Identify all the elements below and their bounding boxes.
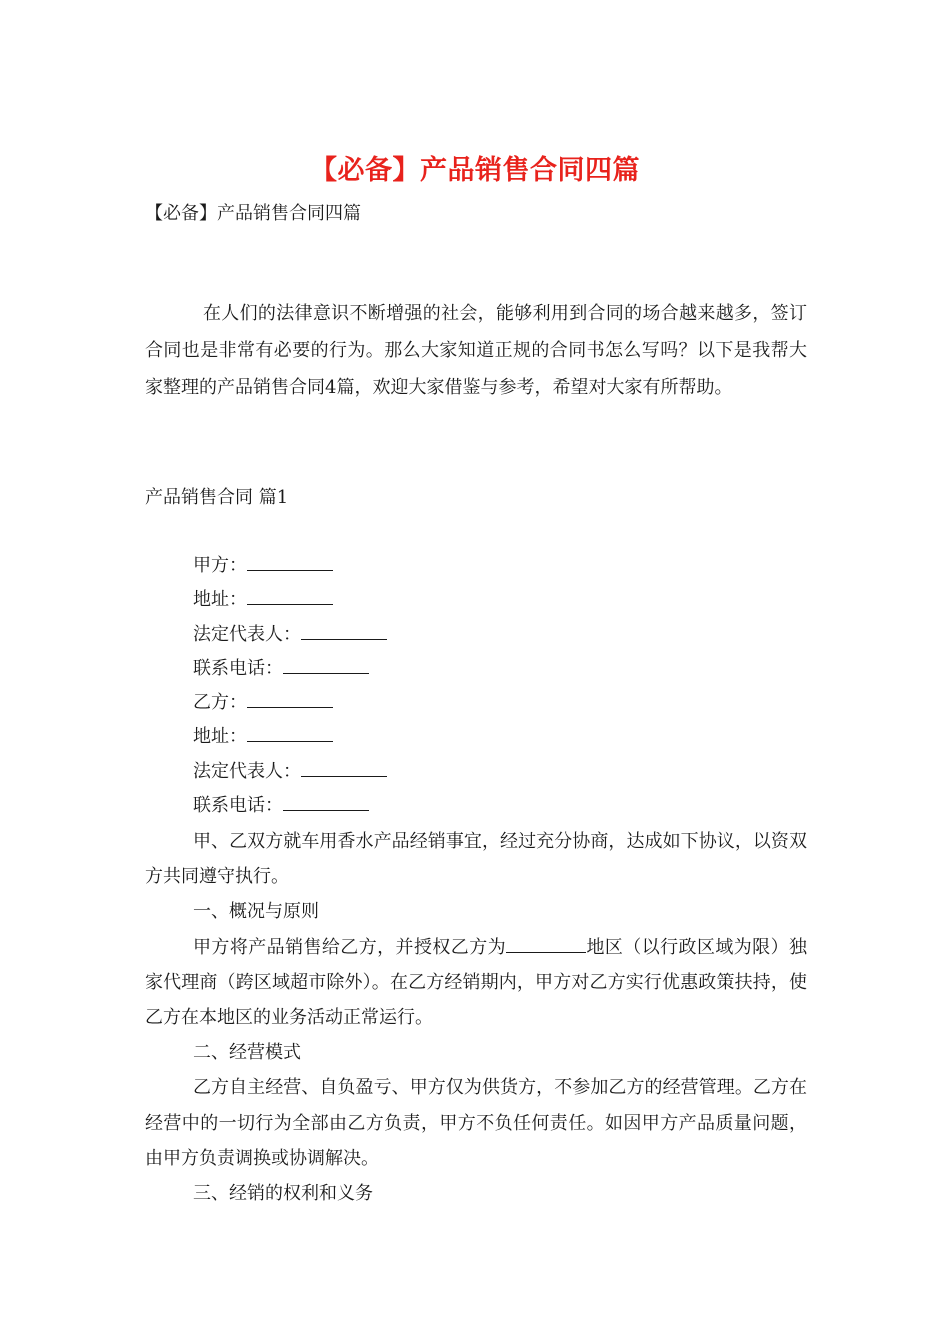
blank-line xyxy=(247,588,333,605)
blank-line xyxy=(283,657,369,674)
clause-3-heading: 三、经销的权利和义务 xyxy=(193,1183,373,1205)
clause-1-heading: 一、概况与原则 xyxy=(193,901,319,923)
party-fields xyxy=(193,549,387,823)
contract-body xyxy=(145,824,807,1211)
field-label: 联系电话： xyxy=(193,657,283,679)
field-row-rep-a xyxy=(193,618,387,652)
field-row-rep-b xyxy=(193,755,387,789)
field-row-phone-b xyxy=(193,789,387,823)
field-row-address-b xyxy=(193,720,387,754)
clause-1-text-end: 地区（以行政区域为限）独家代理商（跨区域超市除外）。在乙方经销期内，甲方对乙方实行优惠政策扶持，使乙方在本地区的业务活动正常运行。 xyxy=(145,936,808,1029)
section-heading: 产品销售合同 篇1 xyxy=(145,487,289,508)
clause-2-heading: 二、经营模式 xyxy=(193,1042,301,1064)
field-label: 乙方： xyxy=(193,692,247,714)
region-blank-line xyxy=(506,936,586,953)
field-row-party-b xyxy=(193,686,387,720)
document-subtitle: 【必备】产品销售合同四篇 xyxy=(145,203,361,224)
document-title: 【必备】产品销售合同四篇 xyxy=(310,155,640,186)
blank-line xyxy=(247,691,333,708)
clause-2-paragraph: 乙方自主经营、自负盈亏、甲方仅为供货方，不参加乙方的经营管理。乙方在经营中的一切行为全部由乙方负责，甲方不负任何责任。如因甲方产品质量问题，由甲方负责调换或协调解决。 xyxy=(145,1077,807,1169)
field-label: 地址： xyxy=(193,726,247,748)
intro-paragraph: 在人们的法律意识不断增强的社会，能够利用到合同的场合越来越多，签订合同也是非常有必要的行为。那么大家知道正规的合同书怎么写吗？以下是我帮大家整理的产品销售合同4篇，欢迎大家借鉴与参考，希望对大家有所帮助。 xyxy=(145,303,807,398)
blank-line xyxy=(283,794,369,811)
blank-line xyxy=(247,725,333,742)
agreement-paragraph: 甲、乙双方就车用香水产品经销事宜，经过充分协商，达成如下协议，以资双方共同遵守执行。 xyxy=(145,831,807,888)
clause-1-paragraph xyxy=(145,930,807,1036)
field-label: 法定代表人： xyxy=(193,760,301,782)
field-row-phone-a xyxy=(193,652,387,686)
field-row-party-a xyxy=(193,549,387,583)
field-label: 地址： xyxy=(193,589,247,611)
clause-1-text-start: 甲方将产品销售给乙方，并授权乙方为 xyxy=(193,936,507,958)
blank-line xyxy=(247,554,333,571)
field-row-address-a xyxy=(193,583,387,617)
field-label: 甲方： xyxy=(193,555,247,576)
blank-line xyxy=(301,760,387,777)
field-label: 法定代表人： xyxy=(193,623,301,645)
blank-line xyxy=(301,623,387,640)
field-label: 联系电话： xyxy=(193,795,283,817)
